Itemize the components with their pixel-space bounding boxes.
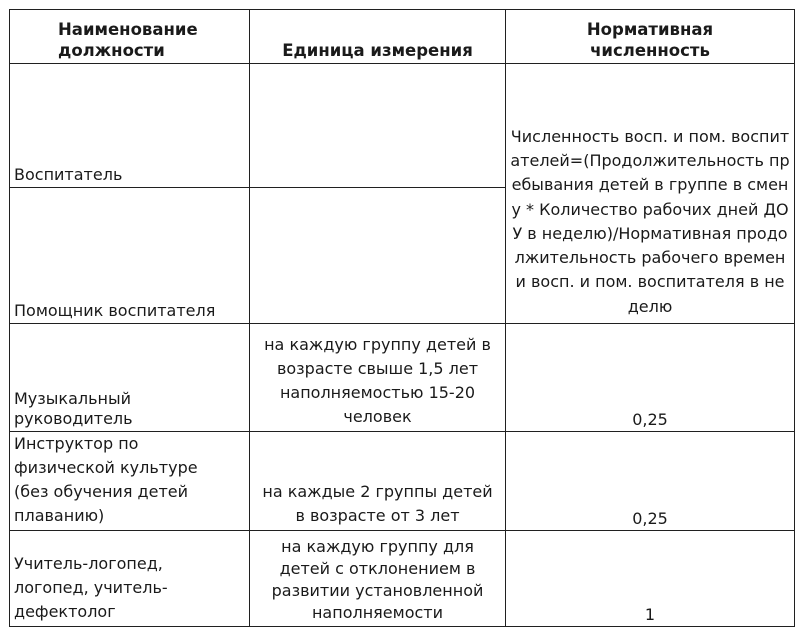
header-norm: [506, 10, 795, 64]
position-speech-therapist: Учитель-логопед, логопед, учитель-дефектолог: [14, 554, 168, 621]
cell-position: [10, 324, 250, 432]
unit-speech-therapist: на каждую группу для детей с отклонением в развитии установленной наполняемости: [271, 537, 484, 622]
norm-music-director: 0,25: [632, 410, 668, 429]
unit-music-director: на каждую группу детей в возрасте свыше 1,5 лет наполняемостью 15-20 человек: [264, 335, 491, 426]
cell-unit-empty: [250, 188, 506, 324]
cell-position: [10, 531, 250, 627]
cell-position: [10, 64, 250, 188]
header-unit: [250, 10, 506, 64]
cell-norm: [506, 324, 795, 432]
unit-pe-instructor: на каждые 2 группы детей в возрасте от 3 лет: [262, 482, 493, 525]
position-pe-instructor: Инструктор по физической культуре (без обучения детей плаванию): [14, 434, 198, 525]
cell-position: [10, 188, 250, 324]
header-unit-label: Единица измерения: [282, 41, 473, 60]
norm-pe-instructor: 0,25: [632, 509, 668, 528]
norm-speech-therapist: 1: [644, 605, 656, 624]
cell-norm-formula: [506, 64, 795, 324]
table-header-row: [10, 10, 795, 64]
cell-unit: [250, 531, 506, 627]
table-row: [10, 324, 795, 432]
cell-unit: [250, 324, 506, 432]
header-norm-label: Нормативная численность: [586, 20, 714, 60]
cell-unit-empty: [250, 64, 506, 188]
cell-position: [10, 432, 250, 531]
staffing-norms-table: [9, 9, 795, 627]
table-row: [10, 531, 795, 627]
cell-norm: [506, 432, 795, 531]
cell-norm: [506, 531, 795, 627]
position-educator: Воспитатель: [14, 165, 123, 184]
norm-formula-text: Численность восп. и пом. воспитателей=(Продолжительность пребывания детей в группе в смену * Количество рабочих дней ДОУ в неделю)/Нормативная продолжительность рабочего времени восп. и пом. воспитателя в неделю: [510, 126, 790, 316]
table-row: [10, 64, 795, 188]
position-music-director: Музыкальный руководитель: [14, 389, 133, 428]
table-row: [10, 432, 795, 531]
position-assistant-educator: Помощник воспитателя: [14, 301, 216, 320]
header-position-name: [10, 10, 250, 64]
header-position-label: Наименование должности: [58, 20, 198, 60]
cell-unit: [250, 432, 506, 531]
